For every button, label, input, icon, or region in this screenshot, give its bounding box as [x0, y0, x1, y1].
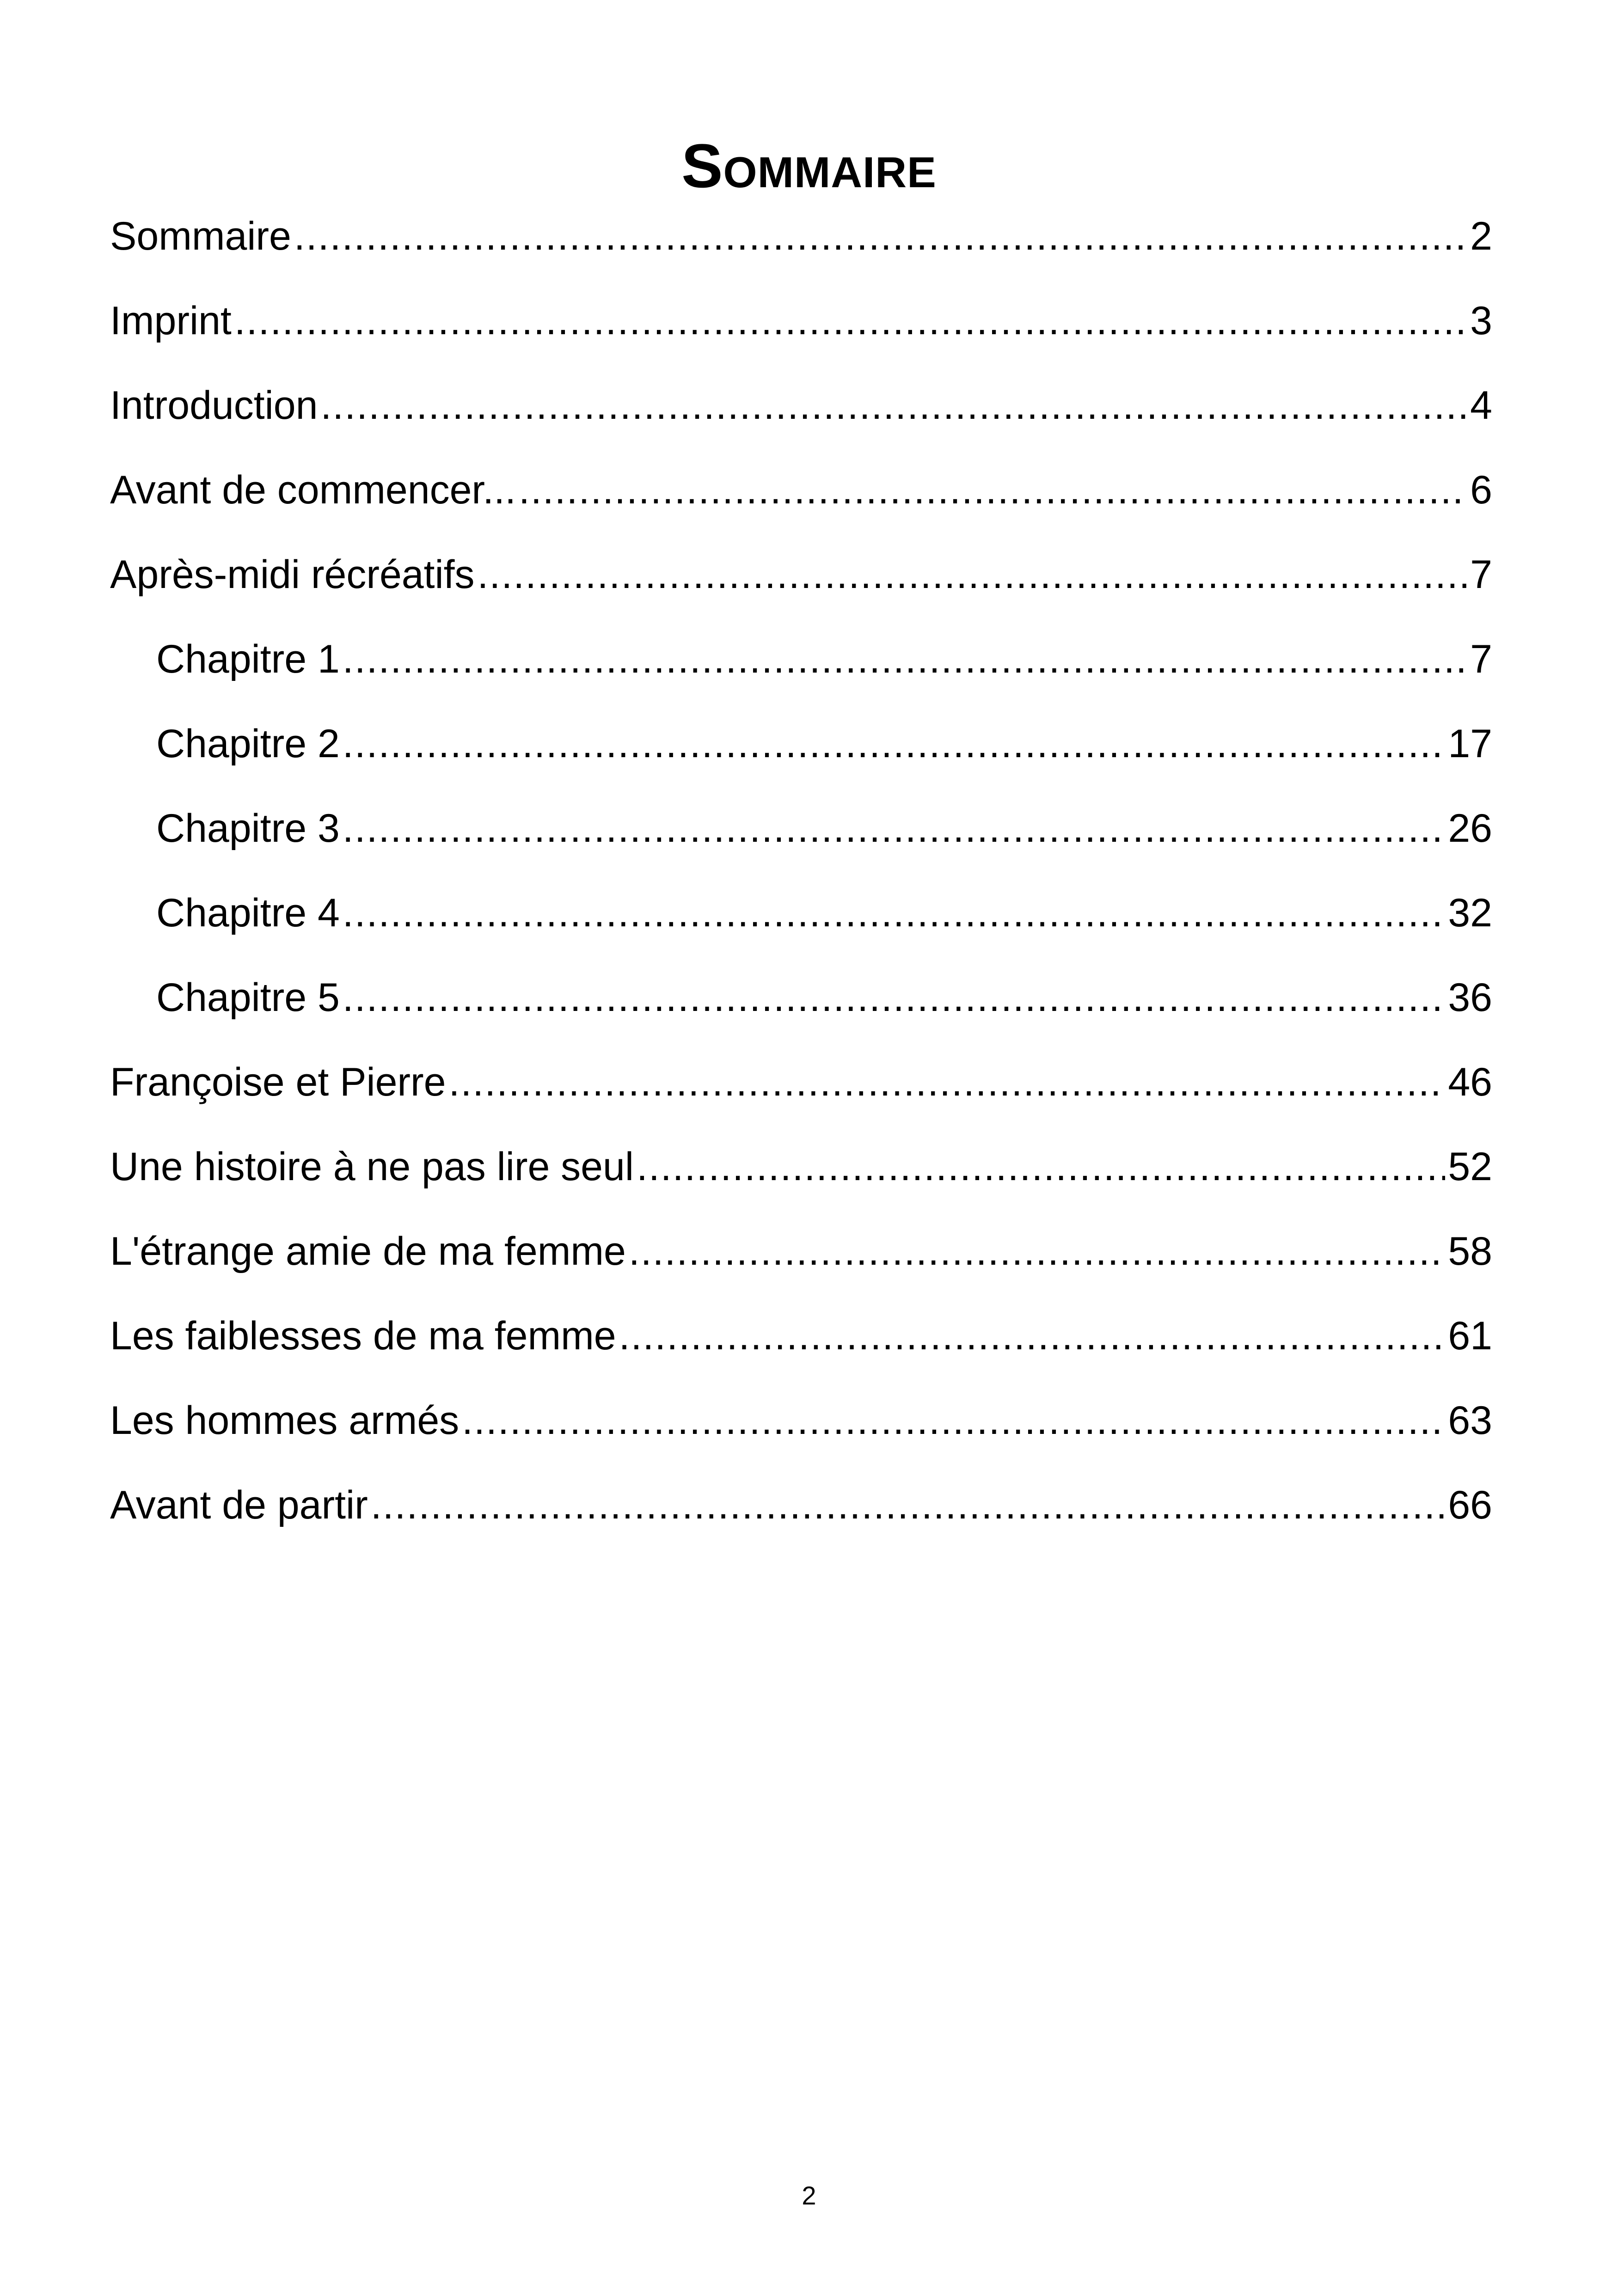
toc-entry-page: 63	[1448, 1398, 1492, 1443]
toc-entry[interactable]	[110, 1463, 1492, 1548]
toc-entry[interactable]	[110, 1040, 1492, 1125]
toc-entry-page: 46	[1448, 1060, 1492, 1104]
toc-entry-page: 66	[1448, 1483, 1492, 1527]
toc-dot-leader	[234, 279, 1467, 363]
toc-subentry[interactable]	[110, 702, 1492, 786]
toc-entry-label: Chapitre 3	[156, 806, 340, 851]
toc-entry-label: Chapitre 4	[156, 891, 340, 935]
toc-entry-label: Les faiblesses de ma femme	[110, 1314, 616, 1358]
toc-subentry[interactable]	[110, 786, 1492, 871]
toc-entry-page: 7	[1470, 637, 1492, 681]
toc-entry-label: Les hommes armés	[110, 1398, 460, 1443]
toc-dot-leader	[462, 1378, 1445, 1463]
toc-entry-label: Une histoire à ne pas lire seul	[110, 1145, 634, 1189]
toc-entry-page: 17	[1448, 722, 1492, 766]
toc-dot-leader	[619, 1294, 1446, 1378]
toc-entry[interactable]	[110, 1294, 1492, 1378]
footer-page-number: 2	[802, 2181, 816, 2210]
toc-entry-label: Après-midi récréatifs	[110, 552, 475, 597]
toc-entry[interactable]	[110, 448, 1492, 533]
toc-entry-label: Introduction	[110, 383, 318, 428]
toc-entry-page: 52	[1448, 1145, 1492, 1189]
toc-dot-leader	[637, 1125, 1445, 1209]
toc-entry[interactable]	[110, 363, 1492, 448]
toc-entry[interactable]	[110, 1209, 1492, 1294]
toc-entry-page: 32	[1448, 891, 1492, 935]
toc-entry-label: Chapitre 2	[156, 722, 340, 766]
toc-entry-page: 6	[1470, 468, 1492, 512]
toc-dot-leader	[629, 1209, 1445, 1294]
toc-entry-label: Françoise et Pierre	[110, 1060, 446, 1104]
toc-dot-leader	[294, 194, 1467, 279]
toc-dot-leader	[343, 702, 1446, 786]
toc-entry-label: Chapitre 5	[156, 975, 340, 1020]
toc-entry-label: Avant de commencer...	[110, 468, 516, 512]
toc-entry-page: 3	[1470, 299, 1492, 343]
toc-entry-page: 58	[1448, 1229, 1492, 1274]
table-of-contents	[110, 194, 1492, 1548]
toc-subentry[interactable]	[110, 617, 1492, 702]
toc-entry-page: 26	[1448, 806, 1492, 851]
page-title: Sommaire	[681, 131, 937, 201]
toc-entry-label: Chapitre 1	[156, 637, 340, 681]
toc-entry-page: 7	[1470, 552, 1492, 597]
toc-dot-leader	[343, 871, 1446, 955]
toc-dot-leader	[343, 617, 1467, 702]
toc-subentry[interactable]	[110, 871, 1492, 955]
toc-entry[interactable]	[110, 279, 1492, 363]
toc-entry[interactable]	[110, 533, 1492, 617]
toc-entry-label: Avant de partir	[110, 1483, 368, 1527]
toc-dot-leader	[343, 786, 1446, 871]
toc-dot-leader	[478, 533, 1468, 617]
toc-entry[interactable]	[110, 1125, 1492, 1209]
toc-dot-leader	[519, 448, 1467, 533]
toc-entry-label: Imprint	[110, 299, 232, 343]
toc-entry-label: L'étrange amie de ma femme	[110, 1229, 626, 1274]
toc-entry[interactable]	[110, 1378, 1492, 1463]
toc-dot-leader	[320, 363, 1467, 448]
toc-entry-page: 2	[1470, 214, 1492, 258]
toc-subentry[interactable]	[110, 955, 1492, 1040]
toc-entry-page: 4	[1470, 383, 1492, 428]
toc-entry-page: 61	[1448, 1314, 1492, 1358]
toc-dot-leader	[371, 1463, 1446, 1548]
toc-entry-page: 36	[1448, 975, 1492, 1020]
toc-entry[interactable]	[110, 194, 1492, 279]
toc-entry-label: Sommaire	[110, 214, 291, 258]
toc-dot-leader	[343, 955, 1446, 1040]
toc-dot-leader	[449, 1040, 1446, 1125]
